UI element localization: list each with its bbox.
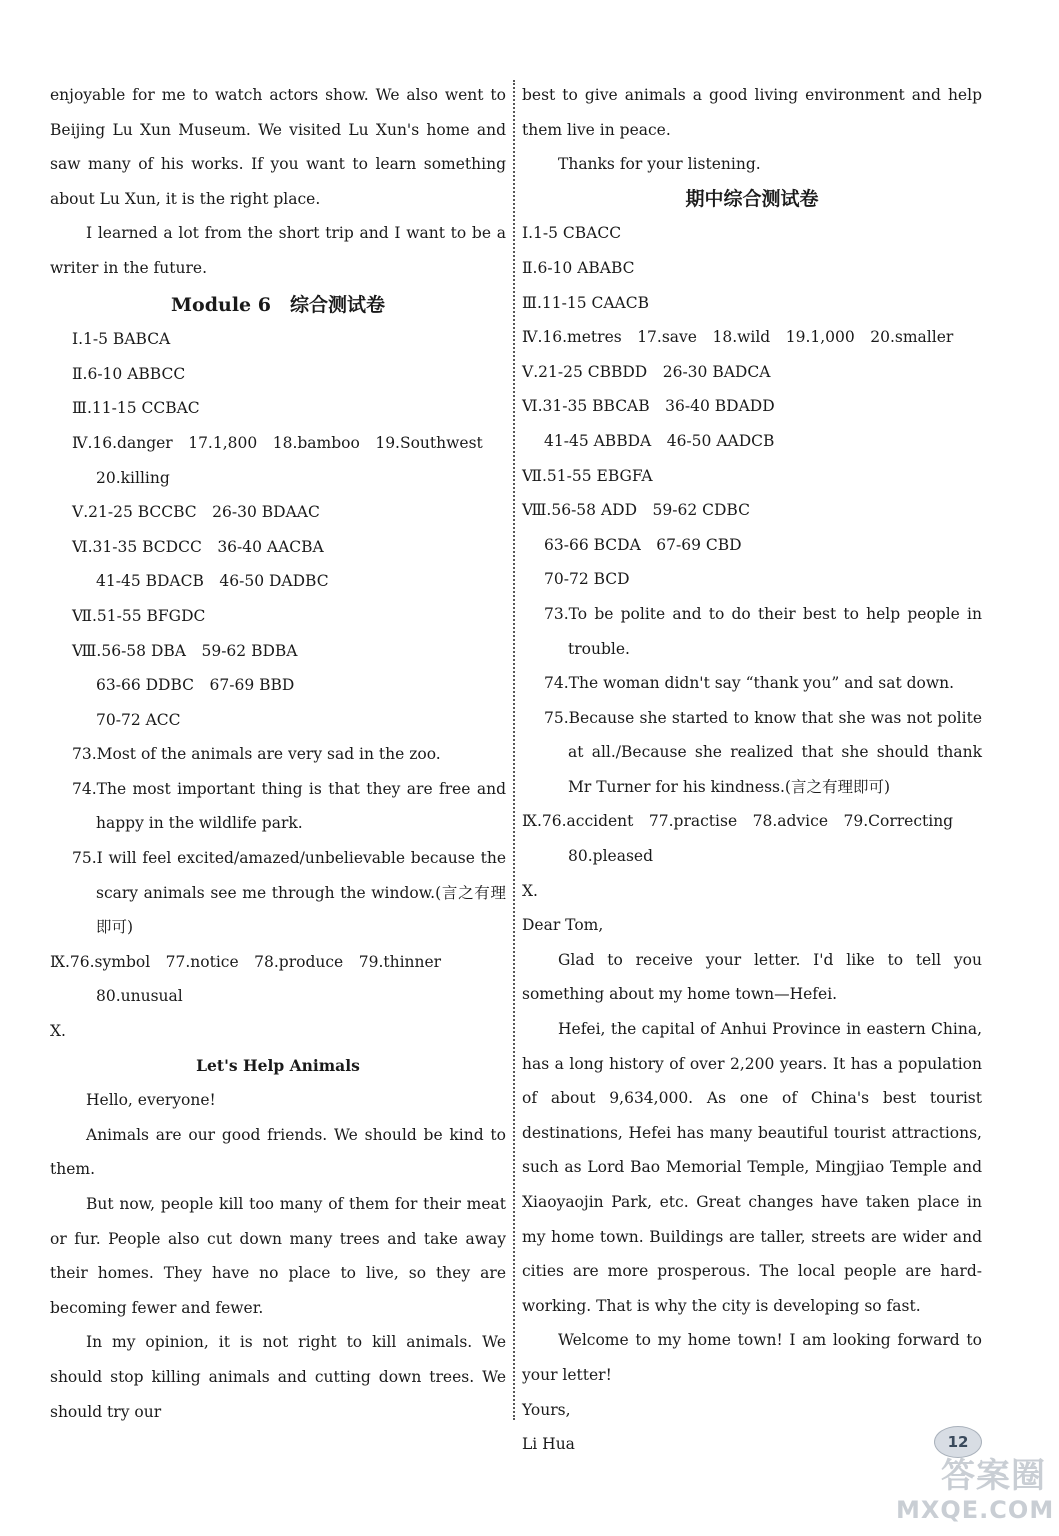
- answer-line: Ⅷ.56-58 DBA 59-62 BDBA: [72, 641, 298, 660]
- answer-line: Ⅹ.: [522, 881, 538, 900]
- page-number-badge: [934, 1426, 982, 1458]
- essay-paragraph: But now, people kill too many of them for their meat or fur. People also cut down many trees and take away their homes. They have no place to live, so they are becoming fewer and fewer.: [50, 1195, 506, 1317]
- answer-line: 70-72 BCD: [544, 570, 630, 589]
- answer-line: Ⅹ.: [50, 1022, 66, 1041]
- page-number: 12: [947, 1433, 969, 1451]
- essay-continuation: Thanks for your listening.: [558, 155, 761, 174]
- answer-line: 80.pleased: [568, 847, 653, 866]
- answer-line: 41-45 ABBDA 46-50 AADCB: [544, 431, 775, 450]
- answer-line: Ⅲ.11-15 CCBAC: [72, 399, 200, 418]
- letter-paragraph: Welcome to my home town! I am looking forward to your letter!: [522, 1331, 982, 1384]
- essay-paragraph: Hello, everyone!: [86, 1091, 216, 1110]
- answer-line: 74.The most important thing is that they are free and happy in the wildlife park.: [72, 779, 506, 833]
- intro-paragraph-2: I learned a lot from the short trip and I want to be a writer in the future.: [50, 224, 506, 277]
- watermark-logo: 答案圈: [941, 1456, 1046, 1496]
- answer-line: Ⅱ.6-10 ABBCC: [72, 364, 186, 383]
- answer-line: Ⅰ.1-5 CBACC: [522, 224, 622, 243]
- essay-paragraph: Animals are our good friends. We should be kind to them.: [50, 1125, 506, 1179]
- watermark-url: MXQE.COM: [896, 1496, 1055, 1524]
- essay-continuation: best to give animals a good living environment and help them live in peace.: [522, 86, 982, 139]
- answer-line: 70-72 ACC: [96, 710, 181, 729]
- essay-paragraph: In my opinion, it is not right to kill animals. We should stop killing animals and cutting down trees. We should try our: [50, 1333, 506, 1421]
- answer-line: 41-45 BDACB 46-50 DADBC: [96, 572, 329, 591]
- essay-title: Let's Help Animals: [196, 1055, 360, 1075]
- letter-paragraph: Glad to receive your letter. I'd like to tell you something about my home town—Hefei.: [522, 950, 982, 1004]
- answer-line: 74.The woman didn't say “thank you” and sat down.: [544, 674, 955, 693]
- answer-line: Ⅵ.31-35 BBCAB 36-40 BDADD: [522, 397, 775, 416]
- answer-line: Ⅱ.6-10 ABABC: [522, 258, 635, 277]
- answer-line: Ⅳ.16.metres 17.save 18.wild 19.1,000 20.smaller: [522, 328, 954, 347]
- watermark: [896, 1456, 1055, 1524]
- answer-line: Ⅶ.51-55 EBGFA: [522, 466, 653, 485]
- letter-greeting: Dear Tom,: [522, 916, 604, 935]
- answer-line: 75.Because she started to know that she was not polite at all./Because she realized that she should thank Mr Turner for his kindness.(言之有理即可): [544, 708, 982, 796]
- letter-closing: Yours,: [522, 1400, 571, 1419]
- intro-paragraph-1: enjoyable for me to watch actors show. We also went to Beijing Lu Xun Museum. We visited Lu Xun's home and saw many of his works. If you want to learn something about Lu Xun, it is the right place.: [50, 86, 506, 208]
- answer-line: 63-66 DDBC 67-69 BBD: [96, 676, 295, 695]
- left-column: [50, 78, 506, 1429]
- answer-line: Ⅳ.16.danger 17.1,800 18.bamboo 19.Southwest: [72, 433, 483, 452]
- answer-line: 20.killing: [96, 468, 170, 487]
- answer-line: Ⅲ.11-15 CAACB: [522, 293, 649, 312]
- column-divider: [513, 80, 515, 1420]
- right-column: [522, 78, 982, 1462]
- answer-line: 73.Most of the animals are very sad in the zoo.: [72, 745, 441, 764]
- answer-line: Ⅴ.21-25 CBBDD 26-30 BADCA: [522, 362, 771, 381]
- midterm-exam-title: 期中综合测试卷: [685, 187, 819, 210]
- module-6-title: Module 6 综合测试卷: [171, 293, 385, 316]
- answer-line: Ⅶ.51-55 BFGDC: [72, 606, 206, 625]
- letter-signature: Li Hua: [522, 1435, 575, 1454]
- answer-line: 75.I will feel excited/amazed/unbelievable because the scary animals see me through the window.(言之有理即可): [72, 849, 506, 937]
- answer-line: Ⅵ.31-35 BCDCC 36-40 AACBA: [72, 537, 324, 556]
- answer-line: Ⅰ.1-5 BABCA: [72, 330, 171, 349]
- answer-line: 73.To be polite and to do their best to help people in trouble.: [544, 604, 982, 658]
- answer-line: 80.unusual: [96, 987, 183, 1006]
- answer-line: Ⅴ.21-25 BCCBC 26-30 BDAAC: [72, 503, 320, 522]
- answer-line: 63-66 BCDA 67-69 CBD: [544, 535, 742, 554]
- answer-line: Ⅸ.76.accident 77.practise 78.advice 79.Correcting: [522, 812, 954, 831]
- answer-line: Ⅸ.76.symbol 77.notice 78.produce 79.thinner: [50, 952, 442, 971]
- letter-paragraph: Hefei, the capital of Anhui Province in eastern China, has a long history of over 2,200 years. It has a population of about 9,634,000. As one of China's best tourist destinations, Hefei has many beautiful tourist attractions, such as Lord Bao Memorial Temple, Mingjiao Temple and Xiaoyaojin Park, etc. Great changes have taken place in my home town. Buildings are taller, streets are wider and cities are more prosperous. The local people are hard-working. That is why the city is developing so fast.: [522, 1020, 982, 1315]
- answer-line: Ⅷ.56-58 ADD 59-62 CDBC: [522, 501, 750, 520]
